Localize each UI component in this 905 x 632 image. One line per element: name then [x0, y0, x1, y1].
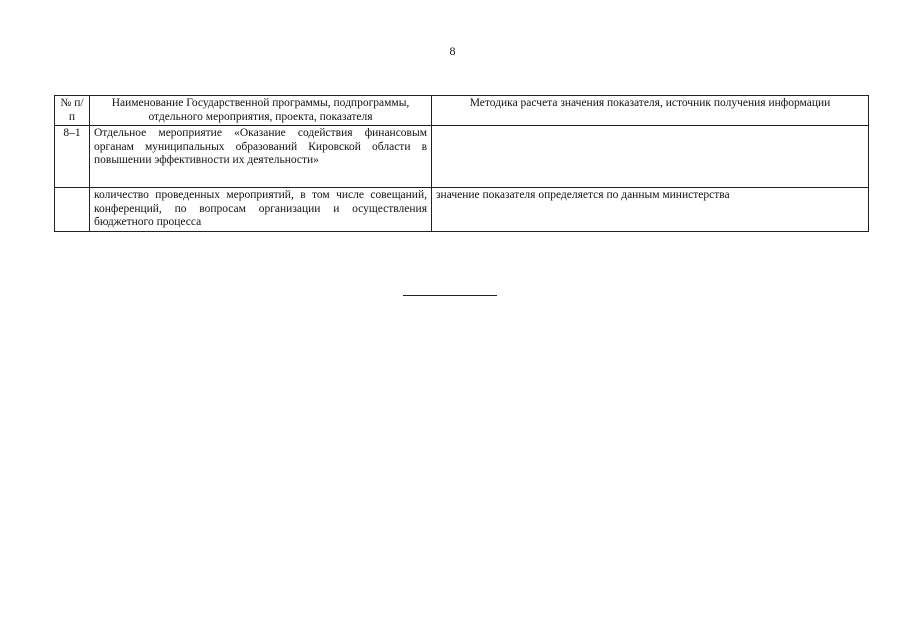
row-name: количество проведенных мероприятий, в том числе совещаний, конференций, по вопросам организации и осуществления бюджетного процесса [90, 188, 432, 232]
table-header-row [55, 96, 869, 126]
row-number [55, 188, 90, 232]
header-method: Методика расчета значения показателя, источник получения информации [432, 96, 869, 126]
header-name: Наименование Государственной программы, подпрограммы, отдельного мероприятия, проекта, показателя [90, 96, 432, 126]
page-number: 8 [449, 44, 456, 58]
row-method [432, 126, 869, 188]
row-name: Отдельное мероприятие «Оказание содействия финансовым органам муниципальных образований Кировской области в повышении эффективности их деятельности» [90, 126, 432, 188]
table-row [55, 188, 869, 232]
row-number: 8–1 [55, 126, 90, 188]
header-number: № п/п [55, 96, 90, 126]
end-of-document-line [403, 295, 497, 296]
indicator-table [54, 95, 869, 232]
table-row [55, 126, 869, 188]
row-method: значение показателя определяется по данным министерства [432, 188, 869, 232]
